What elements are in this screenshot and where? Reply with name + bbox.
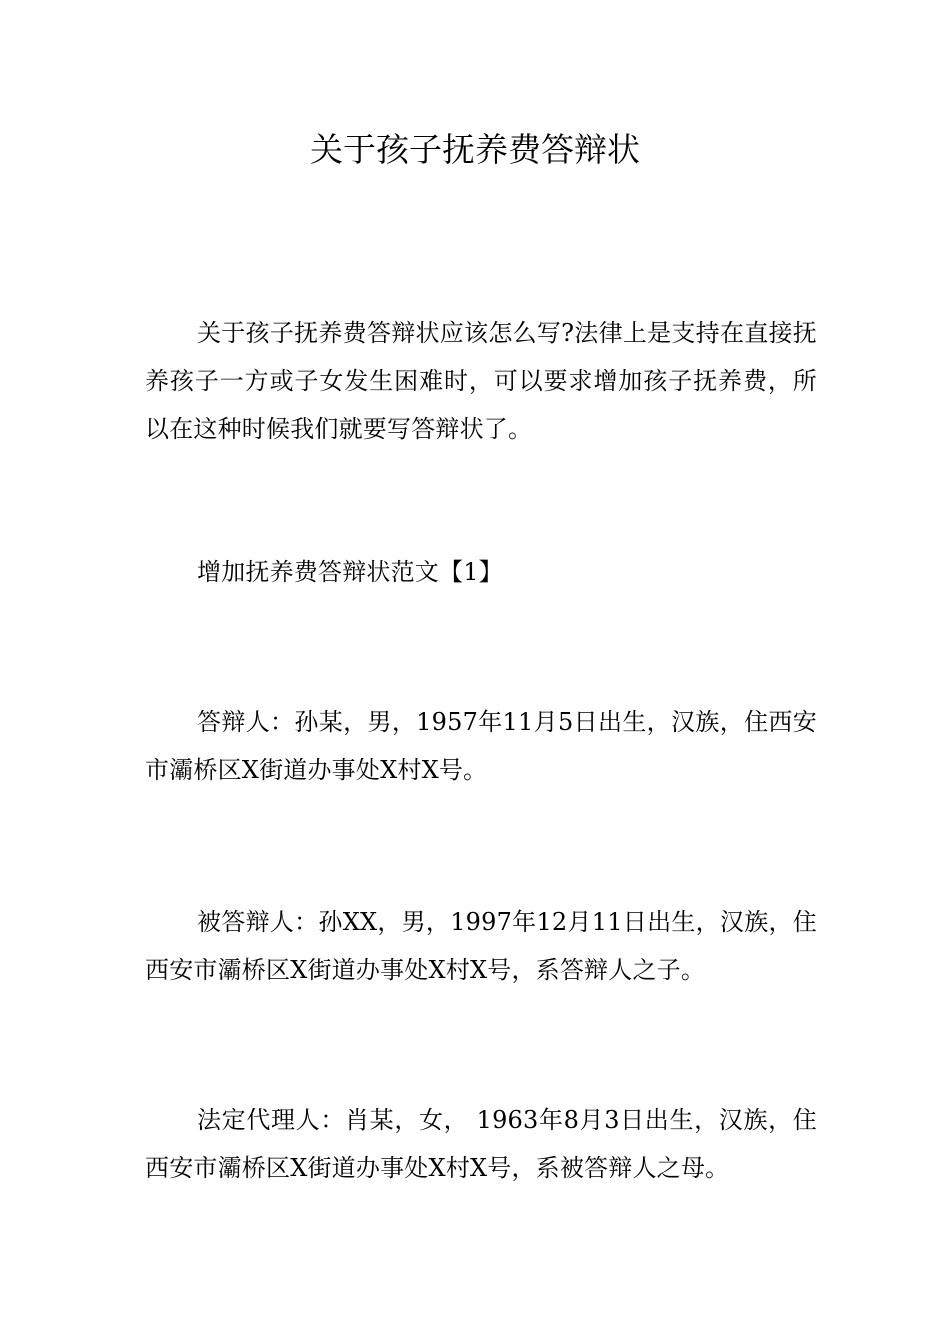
sample-heading: 增加抚养费答辩状范文【1】 — [197, 558, 503, 586]
respondent-paragraph: 答辩人：孙某，男，1957年11月5日出生，汉族，住西安市灞桥区X街道办事处X村X号。 — [145, 708, 817, 784]
intro-paragraph: 关于孩子抚养费答辩状应该怎么写?法律上是支持在直接抚养孩子一方或子女发生困难时，可以要求增加孩子抚养费，所以在这种时候我们就要写答辩状了。 — [145, 319, 817, 443]
legal-agent-paragraph: 法定代理人：肖某，女， 1963年8月3日出生，汉族，住西安市灞桥区X街道办事处X村X号，系被答辩人之母。 — [145, 1106, 817, 1182]
counterparty-paragraph: 被答辩人：孙XX，男，1997年12月11日出生，汉族，住西安市灞桥区X街道办事处X村X号，系答辩人之子。 — [145, 908, 817, 984]
document-title: 关于孩子抚养费答辩状 — [310, 130, 640, 169]
